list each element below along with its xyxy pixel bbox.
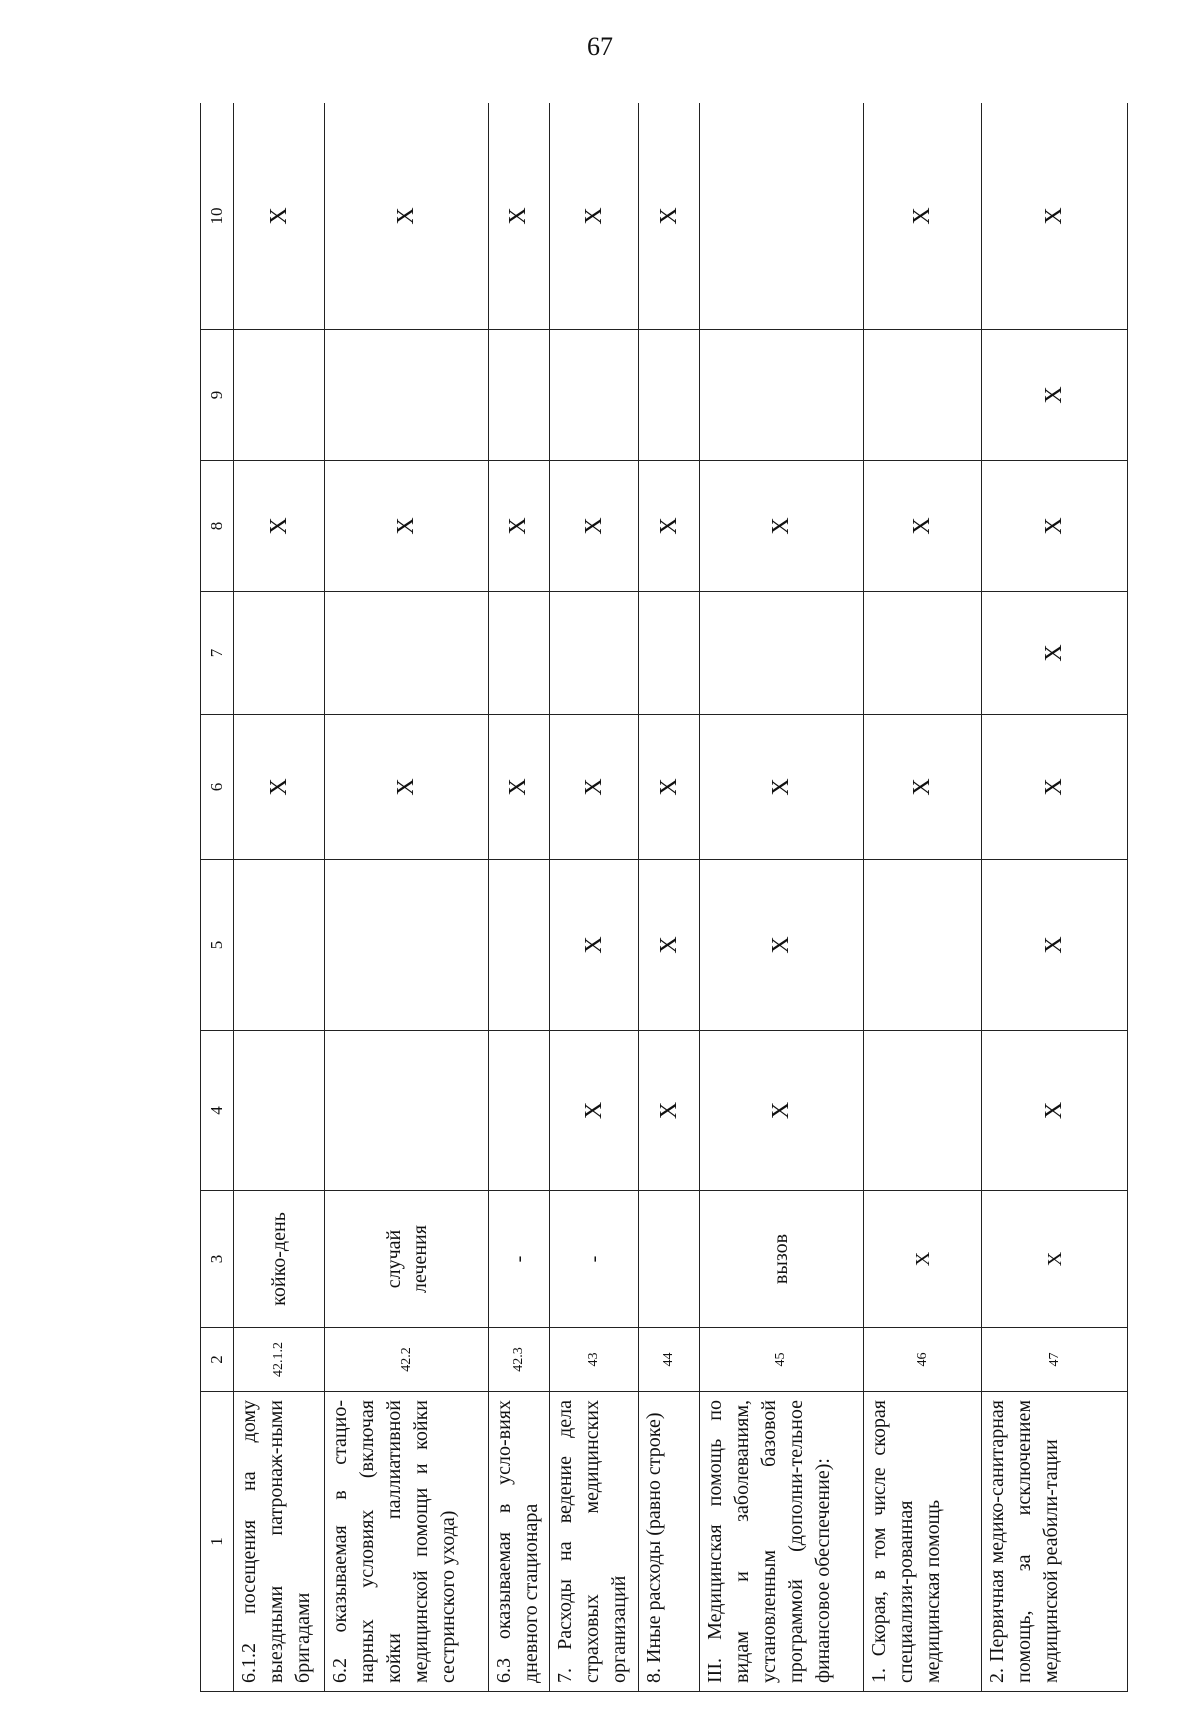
row-unit-cell: случай лечения — [325, 1191, 488, 1328]
value-cell: Х — [488, 461, 549, 592]
value-cell: Х — [699, 1031, 863, 1191]
row-code-cell: 44 — [639, 1328, 699, 1392]
row-name-cell: 2. Первичная медико-санитарная помощь, за исключением медицинской реабили-тации — [982, 1392, 1128, 1692]
column-header: 6 — [201, 715, 234, 860]
header-row — [201, 103, 234, 1692]
value-cell — [699, 103, 863, 330]
value-cell: Х — [699, 715, 863, 860]
table-row — [550, 103, 639, 1692]
value-cell: Х — [982, 461, 1128, 592]
column-header: 3 — [201, 1191, 234, 1328]
table-row — [639, 103, 699, 1692]
value-cell — [325, 1031, 488, 1191]
value-cell: Х — [550, 461, 639, 592]
value-cell: Х — [699, 461, 863, 592]
row-code-cell: 43 — [550, 1328, 639, 1392]
value-cell: Х — [863, 715, 982, 860]
value-cell: Х — [982, 592, 1128, 715]
value-cell: Х — [550, 103, 639, 330]
value-cell — [639, 330, 699, 461]
value-cell: Х — [234, 461, 325, 592]
row-unit-cell: - — [488, 1191, 549, 1328]
row-unit-cell: койко-день — [234, 1191, 325, 1328]
column-header: 2 — [201, 1328, 234, 1392]
value-cell — [325, 330, 488, 461]
value-cell — [863, 330, 982, 461]
row-code-cell: 42.3 — [488, 1328, 549, 1392]
row-name-cell: 6.1.2 посещения на дому выездными патронаж-ными бригадами — [234, 1392, 325, 1692]
row-name-cell: 1. Скорая, в том числе скорая специализи-рованная медицинская помощь — [863, 1392, 982, 1692]
value-cell — [488, 860, 549, 1031]
value-cell: Х — [325, 461, 488, 592]
row-code-cell: 42.1.2 — [234, 1328, 325, 1392]
rotated-table-container — [200, 103, 1128, 1692]
value-cell — [699, 592, 863, 715]
table-row — [234, 103, 325, 1692]
value-cell — [699, 330, 863, 461]
row-code-cell: 47 — [982, 1328, 1128, 1392]
financing-table — [200, 103, 1128, 1692]
value-cell: Х — [550, 715, 639, 860]
value-cell: Х — [863, 103, 982, 330]
value-cell — [488, 330, 549, 461]
column-header: 1 — [201, 1392, 234, 1692]
value-cell — [325, 592, 488, 715]
column-header: 9 — [201, 330, 234, 461]
column-header: 10 — [201, 103, 234, 330]
column-header: 7 — [201, 592, 234, 715]
value-cell: Х — [550, 1031, 639, 1191]
row-unit-cell — [639, 1191, 699, 1328]
value-cell: Х — [639, 860, 699, 1031]
value-cell — [550, 592, 639, 715]
row-unit-cell: - — [550, 1191, 639, 1328]
row-name-cell: 7. Расходы на ведение дела страховых медицинских организаций — [550, 1392, 639, 1692]
row-name-cell: III. Медицинская помощь по видам и заболеваниям, установленным базовой программой (дополни-тельное финансовое обеспечение): — [699, 1392, 863, 1692]
table-row — [325, 103, 488, 1692]
table-row — [488, 103, 549, 1692]
value-cell: Х — [982, 103, 1128, 330]
value-cell — [550, 330, 639, 461]
table-row — [863, 103, 982, 1692]
value-cell — [325, 860, 488, 1031]
row-name-cell: 6.3 оказываемая в усло-виях дневного стационара — [488, 1392, 549, 1692]
value-cell: Х — [639, 103, 699, 330]
value-cell — [234, 592, 325, 715]
value-cell — [639, 592, 699, 715]
value-cell — [234, 860, 325, 1031]
value-cell: Х — [234, 103, 325, 330]
row-unit-cell: Х — [982, 1191, 1128, 1328]
value-cell: Х — [639, 461, 699, 592]
value-cell — [234, 1031, 325, 1191]
value-cell: Х — [863, 461, 982, 592]
value-cell — [863, 860, 982, 1031]
value-cell: Х — [488, 715, 549, 860]
value-cell — [863, 592, 982, 715]
row-code-cell: 42.2 — [325, 1328, 488, 1392]
row-unit-cell: Х — [863, 1191, 982, 1328]
value-cell: Х — [488, 103, 549, 330]
value-cell: Х — [639, 1031, 699, 1191]
value-cell — [488, 1031, 549, 1191]
row-code-cell: 46 — [863, 1328, 982, 1392]
row-unit-cell: вызов — [699, 1191, 863, 1328]
value-cell: Х — [982, 715, 1128, 860]
value-cell — [234, 330, 325, 461]
value-cell: Х — [982, 1031, 1128, 1191]
value-cell: Х — [234, 715, 325, 860]
value-cell: Х — [699, 860, 863, 1031]
value-cell: Х — [982, 860, 1128, 1031]
column-header: 4 — [201, 1031, 234, 1191]
value-cell — [863, 1031, 982, 1191]
row-name-cell: 6.2 оказываемая в стацио-нарных условиях (включая койки паллиативной медицинской помощи и койки сестринского ухода) — [325, 1392, 488, 1692]
value-cell: Х — [982, 330, 1128, 461]
table-frame — [200, 103, 1128, 1692]
table-row — [982, 103, 1128, 1692]
value-cell: Х — [639, 715, 699, 860]
row-code-cell: 45 — [699, 1328, 863, 1392]
table-row — [699, 103, 863, 1692]
column-header: 8 — [201, 461, 234, 592]
value-cell: Х — [325, 103, 488, 330]
value-cell: Х — [325, 715, 488, 860]
column-header: 5 — [201, 860, 234, 1031]
page-number: 67 — [587, 32, 613, 61]
value-cell: Х — [550, 860, 639, 1031]
row-name-cell: 8. Иные расходы (равно строке) — [639, 1392, 699, 1692]
value-cell — [488, 592, 549, 715]
